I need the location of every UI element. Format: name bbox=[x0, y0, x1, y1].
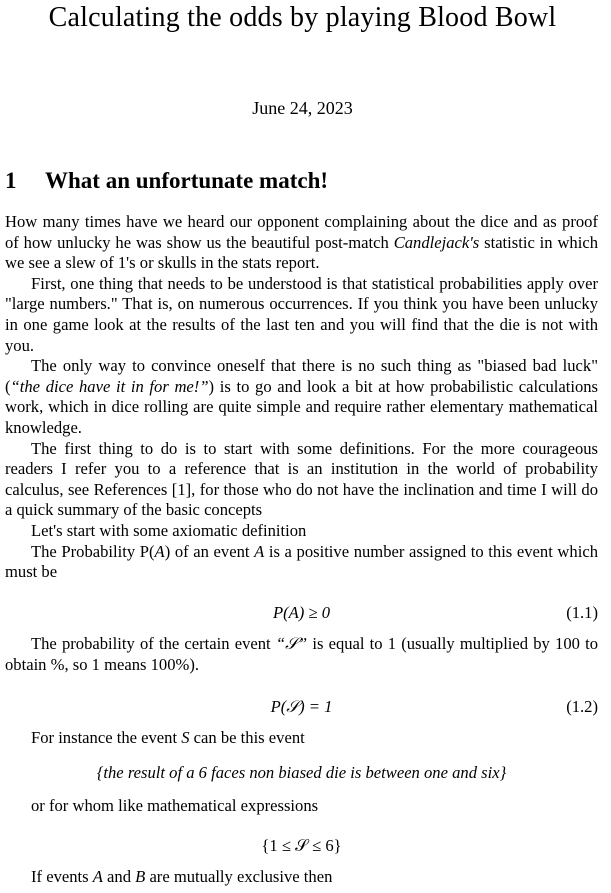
certain-text-b: is equal to 1 (usually multiplied by 100 to obtain %, so 1 means 100%). bbox=[5, 634, 598, 674]
mutual-var-a: A bbox=[92, 867, 103, 886]
set-expression-1: {the result of a 6 faces non biased die is between one and six} bbox=[96, 763, 507, 782]
mutual-var-b: B bbox=[135, 867, 146, 886]
mutual-text-c: are mutually exclusive then bbox=[145, 867, 333, 886]
section-number: 1 bbox=[5, 168, 17, 193]
p3-text-b: ) is to go and look a bit at how probabilistic calculations work, which in dice rolling are quite simple and require rather elementary mathematical knowledge. bbox=[5, 376, 598, 437]
document-title: Calculating the odds by playing Blood Bowl bbox=[48, 2, 557, 33]
p6-text-c: is a positive number assigned to this event which must be bbox=[5, 541, 598, 582]
p1-text-b: statistic in which we see a slew of 1's or skulls in the stats report. bbox=[5, 232, 598, 273]
paragraph-3 bbox=[5, 356, 598, 438]
mutual-text-b: and bbox=[102, 867, 136, 886]
paragraph-2: First, one thing that needs to be understood is that statistical probabilities apply over "large numbers." That is, on numerous occurrences. If you think you have been unlucky in one game look at the results of the last ten and you will find that the die is not with you. bbox=[5, 273, 598, 355]
instance-var-s: S bbox=[181, 728, 190, 747]
p6-text-a: The Probability P( bbox=[31, 541, 155, 561]
paragraph-1 bbox=[5, 212, 598, 274]
certain-event-text bbox=[5, 634, 598, 675]
instance-text-b: can be this event bbox=[189, 728, 305, 747]
whom-line: or for whom like mathematical expressions bbox=[31, 796, 319, 815]
mutual-line bbox=[31, 867, 332, 887]
p1-text-a: How many times have we heard our opponent complaining about the dice and as proof of how unlucky he was show us the beautiful post-match bbox=[5, 212, 598, 252]
equation-1-2-number: (1.2) bbox=[566, 697, 598, 716]
p1-italic: Candlejack's bbox=[393, 232, 480, 252]
paragraph-4: The first thing to do is to start with some definitions. For the more courageous readers I refer you to a reference that is an institution in the world of probability calculus, see References [1], for those who do not have the inclination and time I will do a quick summary of the basic concepts bbox=[5, 438, 598, 520]
equation-1-1-number: (1.1) bbox=[566, 603, 598, 622]
p6-var-a: A bbox=[154, 541, 165, 561]
equation-1-2-expr: P(𝒮) = 1 bbox=[270, 697, 333, 716]
p3-text-a: The only way to convince oneself that there is no such thing as "biased bad luck" ( bbox=[5, 356, 598, 396]
certain-event-paragraph bbox=[5, 634, 598, 675]
document-date: June 24, 2023 bbox=[252, 98, 353, 118]
section-title: What an unfortunate match! bbox=[45, 168, 329, 193]
section-heading bbox=[5, 168, 328, 194]
certain-text-a: The probability of the certain event bbox=[31, 634, 276, 653]
equation-1-1-expr: P(A) ≥ 0 bbox=[272, 603, 331, 622]
p6-text-b: ) of an event bbox=[164, 541, 255, 561]
instance-text-a: For instance the event bbox=[31, 728, 182, 747]
certain-italic: “𝒮” bbox=[275, 634, 308, 653]
paragraph-5: Let's start with some axiomatic definition bbox=[31, 520, 307, 540]
set-expression-2: {1 ≤ 𝒮 ≤ 6} bbox=[261, 836, 342, 855]
body-text bbox=[5, 212, 598, 583]
p6-var-a-2: A bbox=[254, 541, 265, 561]
paragraph-6 bbox=[5, 542, 598, 583]
mutual-text-a: If events bbox=[31, 867, 93, 886]
p3-italic: “the dice have it in for me!” bbox=[10, 376, 209, 396]
instance-line bbox=[31, 728, 305, 748]
